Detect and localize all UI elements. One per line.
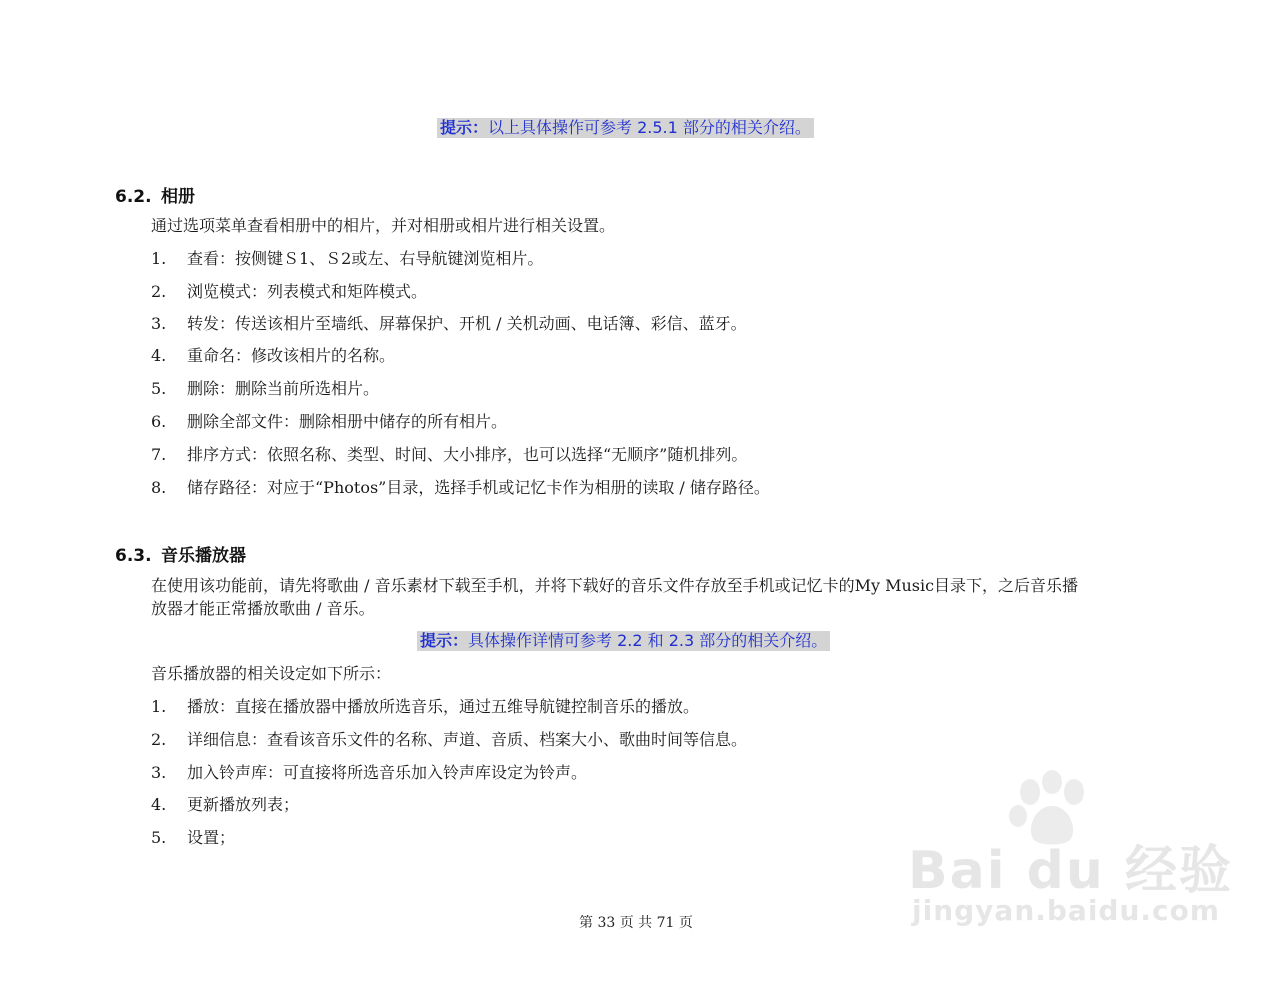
list-item — [151, 248, 543, 270]
section-number: 6.2. — [115, 187, 152, 207]
item-text: 查看：按侧键Ｓ1、Ｓ2或左、右导航键浏览相片。 — [187, 249, 544, 268]
section-intro: 通过选项菜单查看相册中的相片，并对相册或相片进行相关设置。 — [151, 216, 616, 235]
tip-label: 提示： — [420, 631, 469, 650]
watermark-url: jingyan.baidu.com — [912, 894, 1221, 927]
tip-label: 提示： — [440, 118, 489, 137]
tip-text: 具体操作详情可参考 2.2 和 2.3 部分的相关介绍。 — [468, 631, 828, 650]
item-number: 4. — [151, 795, 167, 814]
item-number: 4. — [151, 346, 167, 365]
item-number: 7. — [151, 445, 167, 464]
item-number: 1. — [151, 249, 167, 268]
item-text: 删除：删除当前所选相片。 — [187, 379, 380, 398]
list-item — [151, 794, 299, 816]
tip-note — [437, 118, 814, 138]
item-text: 设置； — [187, 828, 236, 847]
list-item — [151, 729, 747, 751]
item-number: 5. — [151, 828, 167, 847]
item-text: 转发：传送该相片至墙纸、屏幕保护、开机 / 关机动画、电话簿、彩信、蓝牙。 — [187, 314, 747, 333]
item-number: 3. — [151, 314, 167, 333]
list-item — [151, 378, 379, 400]
list-item — [151, 477, 770, 499]
item-text: 重命名：修改该相片的名称。 — [187, 346, 396, 365]
item-number: 5. — [151, 379, 167, 398]
list-item — [151, 444, 747, 466]
item-text: 加入铃声库：可直接将所选音乐加入铃声库设定为铃声。 — [187, 763, 588, 782]
item-text: 播放：直接在播放器中播放所选音乐，通过五维导航键控制音乐的播放。 — [187, 697, 700, 716]
section-intro-line: 在使用该功能前，请先将歌曲 / 音乐素材下载至手机，并将下载好的音乐文件存放至手机或记忆卡的My Music目录下，之后音乐播 — [151, 576, 1079, 595]
page-footer: 第 33 页 共 71 页 — [579, 915, 693, 931]
item-text: 浏览模式：列表模式和矩阵模式。 — [187, 282, 428, 301]
item-text: 删除全部文件：删除相册中储存的所有相片。 — [187, 412, 508, 431]
item-number: 1. — [151, 697, 167, 716]
item-text: 储存路径：对应于“Photos”目录，选择手机或记忆卡作为相册的读取 / 储存路径。 — [187, 478, 770, 497]
settings-intro: 音乐播放器的相关设定如下所示： — [151, 664, 392, 683]
section-title: 相册 — [161, 187, 195, 207]
item-text: 更新播放列表； — [187, 795, 300, 814]
list-item — [151, 696, 699, 718]
list-item — [151, 762, 587, 784]
item-number: 3. — [151, 763, 167, 782]
item-text: 排序方式：依照名称、类型、时间、大小排序，也可以选择“无顺序”随机排列。 — [187, 445, 748, 464]
section-heading-6-2 — [115, 182, 195, 207]
list-item — [151, 411, 507, 433]
list-item — [151, 281, 427, 303]
tip-text: 以上具体操作可参考 2.5.1 部分的相关介绍。 — [488, 118, 811, 137]
item-number: 2. — [151, 282, 167, 301]
section-heading-6-3 — [115, 541, 246, 566]
item-text: 详细信息：查看该音乐文件的名称、声道、音质、档案大小、歌曲时间等信息。 — [187, 730, 748, 749]
list-item — [151, 827, 235, 849]
tip-note — [417, 631, 830, 651]
list-item — [151, 345, 395, 367]
watermark-brand: Bai du 经验 — [908, 841, 1233, 901]
section-title: 音乐播放器 — [161, 546, 246, 566]
item-number: 2. — [151, 730, 167, 749]
list-item — [151, 313, 747, 335]
item-number: 8. — [151, 478, 167, 497]
item-number: 6. — [151, 412, 167, 431]
section-number: 6.3. — [115, 546, 152, 566]
section-intro-line: 放器才能正常播放歌曲 / 音乐。 — [151, 599, 375, 618]
